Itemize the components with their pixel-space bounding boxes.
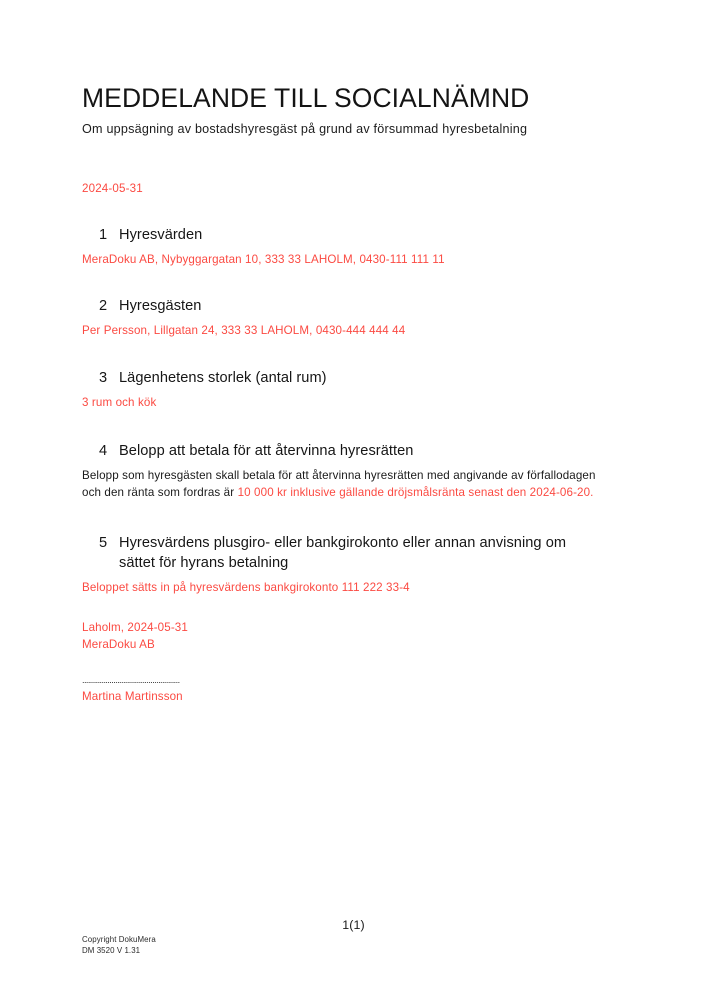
document-content	[82, 0, 604, 705]
footer	[82, 934, 156, 956]
section-heading	[82, 369, 604, 389]
section-hyresgasten	[82, 297, 604, 339]
section-number: 4	[99, 442, 108, 459]
section-heading	[82, 297, 604, 317]
section-heading	[82, 226, 604, 246]
section-bankgiro	[82, 534, 604, 595]
section-belopp-att-betala	[82, 442, 604, 502]
section-hyresvarden	[82, 226, 604, 268]
footer-document-code: DM 3520 V 1.31	[82, 946, 141, 956]
section-number: 5	[99, 535, 108, 552]
signature-place-date: Laholm, 2024-05-31	[82, 620, 188, 634]
section-heading-text: Belopp att betala för att återvinna hyresrätten	[119, 442, 414, 459]
section-body-static-text: Belopp som hyresgästen skall betala för att återvinna hyresrätten med angivande av förfallodagen och den ränta som fordras är	[82, 469, 596, 500]
page-number: 1(1)	[342, 918, 365, 932]
section-value-apartment-size: 3 rum och kök	[82, 395, 157, 409]
section-number: 3	[99, 369, 108, 386]
signature-block	[82, 619, 604, 705]
section-heading-text: Lägenhetens storlek (antal rum)	[119, 369, 327, 386]
section-lagenhetens-storlek	[82, 369, 604, 411]
page-title: MEDDELANDE TILL SOCIALNÄMND	[82, 83, 530, 113]
section-heading	[82, 442, 604, 462]
section-heading-text: Hyresvärden	[119, 227, 203, 244]
section-body-amount-value: 10 000 kr inklusive gällande dröjsmålsränta senast den 2024-06-20.	[237, 486, 594, 500]
section-value-tenant: Per Persson, Lillgatan 24, 333 33 LAHOLM, 0430-444 444 44	[82, 323, 406, 337]
document-date: 2024-05-31	[82, 182, 143, 196]
signature-name: Martina Martinsson	[82, 689, 183, 703]
signature-line: ..................................................	[82, 674, 180, 685]
section-value-landlord: MeraDoku AB, Nybyggargatan 10, 333 33 LAHOLM, 0430-111 111 11	[82, 253, 445, 267]
section-value-payment-account: Beloppet sätts in på hyresvärdens bankgirokonto 111 222 33-4	[82, 580, 410, 594]
page-subtitle: Om uppsägning av bostadshyresgäst på grund av försummad hyresbetalning	[82, 121, 528, 136]
signature-company: MeraDoku AB	[82, 637, 155, 651]
section-heading	[82, 534, 604, 573]
section-heading-text: Hyresgästen	[119, 298, 202, 315]
section-number: 2	[99, 298, 108, 315]
footer-copyright: Copyright DokuMera	[82, 935, 156, 944]
section-body-amount	[82, 461, 604, 501]
section-number: 1	[99, 227, 108, 244]
section-heading-text: Hyresvärdens plusgiro- eller bankgirokonto eller annan anvisning om sättet för hyrans betalning	[119, 535, 567, 571]
